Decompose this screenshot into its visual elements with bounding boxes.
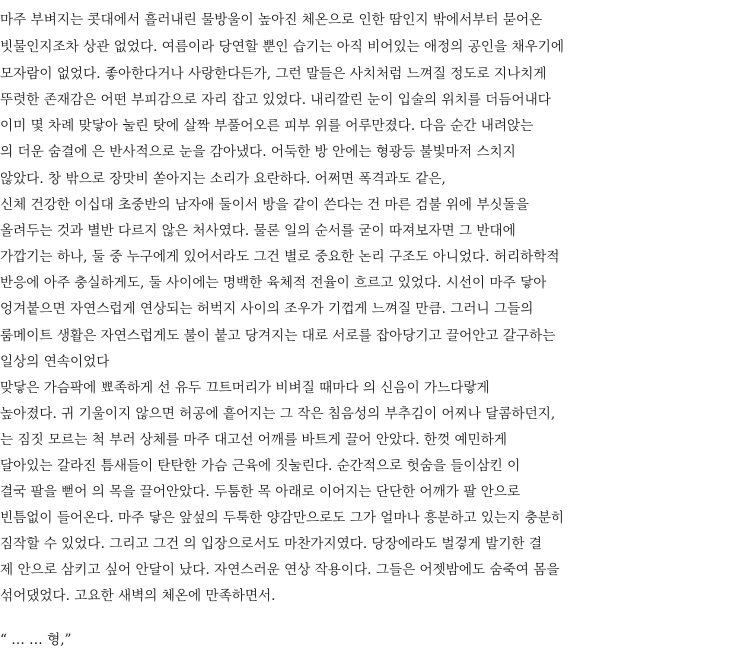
text-line: 않았다. 창 밖으로 장맛비 쏟아지는 소리가 요란하다. 어쩌면 폭격과도 같은, (0, 171, 446, 187)
text-line: 높아졌다. 귀 기울이지 않으면 허공에 흩어지는 그 작은 침음성의 부추김이 어찌나 달콤하던지, (0, 406, 556, 422)
text-line: 반응에 아주 충실하게도, 둘 사이에는 명백한 육체적 전율이 흐르고 있었다. 시선이 마주 닿아 (0, 275, 547, 291)
text-line: 신체 건강한 이십대 초중반의 남자애 둘이서 방을 같이 쓴다는 건 마른 검불 위에 부싯돌을 (0, 197, 529, 213)
text-line: 올려두는 것과 별반 다르지 않은 처사였다. 물론 일의 순서를 굳이 따져보자면 그 반대에 (0, 223, 516, 239)
text-line: 짐작할 수 있었다. 그리고 그건 의 입장으로서도 마찬가지였다. 당장에라도 벌겋게 발기한 결 (0, 536, 543, 552)
text-line: 뚜렷한 존재감은 어떤 부피감으로 자리 잡고 있었다. 내리깔린 눈이 입술의 위치를 더듬어내다 (0, 92, 551, 108)
text-line: 엉겨붙으면 자연스럽게 연상되는 허벅지 사이의 조우가 기껍게 느껴질 만큼. 그러니 그들의 (0, 301, 534, 317)
text-line: 빗물인지조차 상관 없었다. 여름이라 당연할 뿐인 습기는 아직 비어있는 애정의 공인을 채우기에 (0, 39, 564, 55)
text-line: 제 안으로 삼키고 싶어 안달이 났다. 자연스러운 연상 작용이다. 그들은 어젯밤에도 숨죽여 몸을 (0, 562, 560, 578)
dialogue-line: “ … … 형,” (0, 632, 72, 648)
text-line: 모자람이 없었다. 좋아한다거나 사랑한다든가, 그런 말들은 사치처럼 느껴질 정도로 지나치게 (0, 66, 547, 82)
text-line: 섞어댔었다. 고요한 새벽의 체온에 만족하면서. (0, 588, 276, 604)
text-line: 빈틈없이 들어온다. 마주 닿은 앞섶의 두툭한 양감만으로도 그가 얼마나 흥분하고 있는지 충분히 (0, 510, 564, 526)
text-line: 결국 팔을 뻗어 의 목을 끌어안았다. 두툼한 목 아래로 이어지는 단단한 어깨가 팔 안으로 (0, 484, 521, 500)
text-line: 맞닿은 가슴팍에 뾰족하게 선 유두 끄트머리가 비벼질 때마다 의 신음이 가느다랗게 (0, 380, 490, 396)
text-line: 룸메이트 생활은 자연스럽게도 불이 붙고 당겨지는 대로 서로를 잡아당기고 끌어안고 갈구하는 (0, 328, 556, 344)
text-line: 일상의 연속이었다 (0, 354, 110, 370)
text-line: 달아있는 갈라진 틈새들이 탄탄한 가슴 근육에 짓눌린다. 순간적으로 헛숨을 들이삼킨 이 (0, 458, 521, 474)
text-line: 이미 몇 차례 맞닿아 눌린 탓에 살짝 부풀어오른 피부 위를 어루만졌다. 다음 순간 내려앉는 (0, 118, 534, 134)
text-line: 의 더운 숨결에 은 반사적으로 눈을 감아냈다. 어둑한 방 안에는 형광등 불빛마저 스치지 (0, 144, 516, 160)
text-line: 는 짐짓 모르는 척 부러 상체를 마주 대고선 어깨를 바트게 끌어 안았다. 한껏 예민하게 (0, 432, 507, 448)
text-line: 마주 부벼지는 콧대에서 흘러내린 물방울이 높아진 체온으로 인한 땀인지 밖에서부터 묻어온 (0, 12, 543, 28)
text-line: 가깝기는 하나, 둘 중 누구에게 있어서라도 그건 별로 중요한 논리 구조도 아니었다. 허리하학적 (0, 249, 560, 265)
